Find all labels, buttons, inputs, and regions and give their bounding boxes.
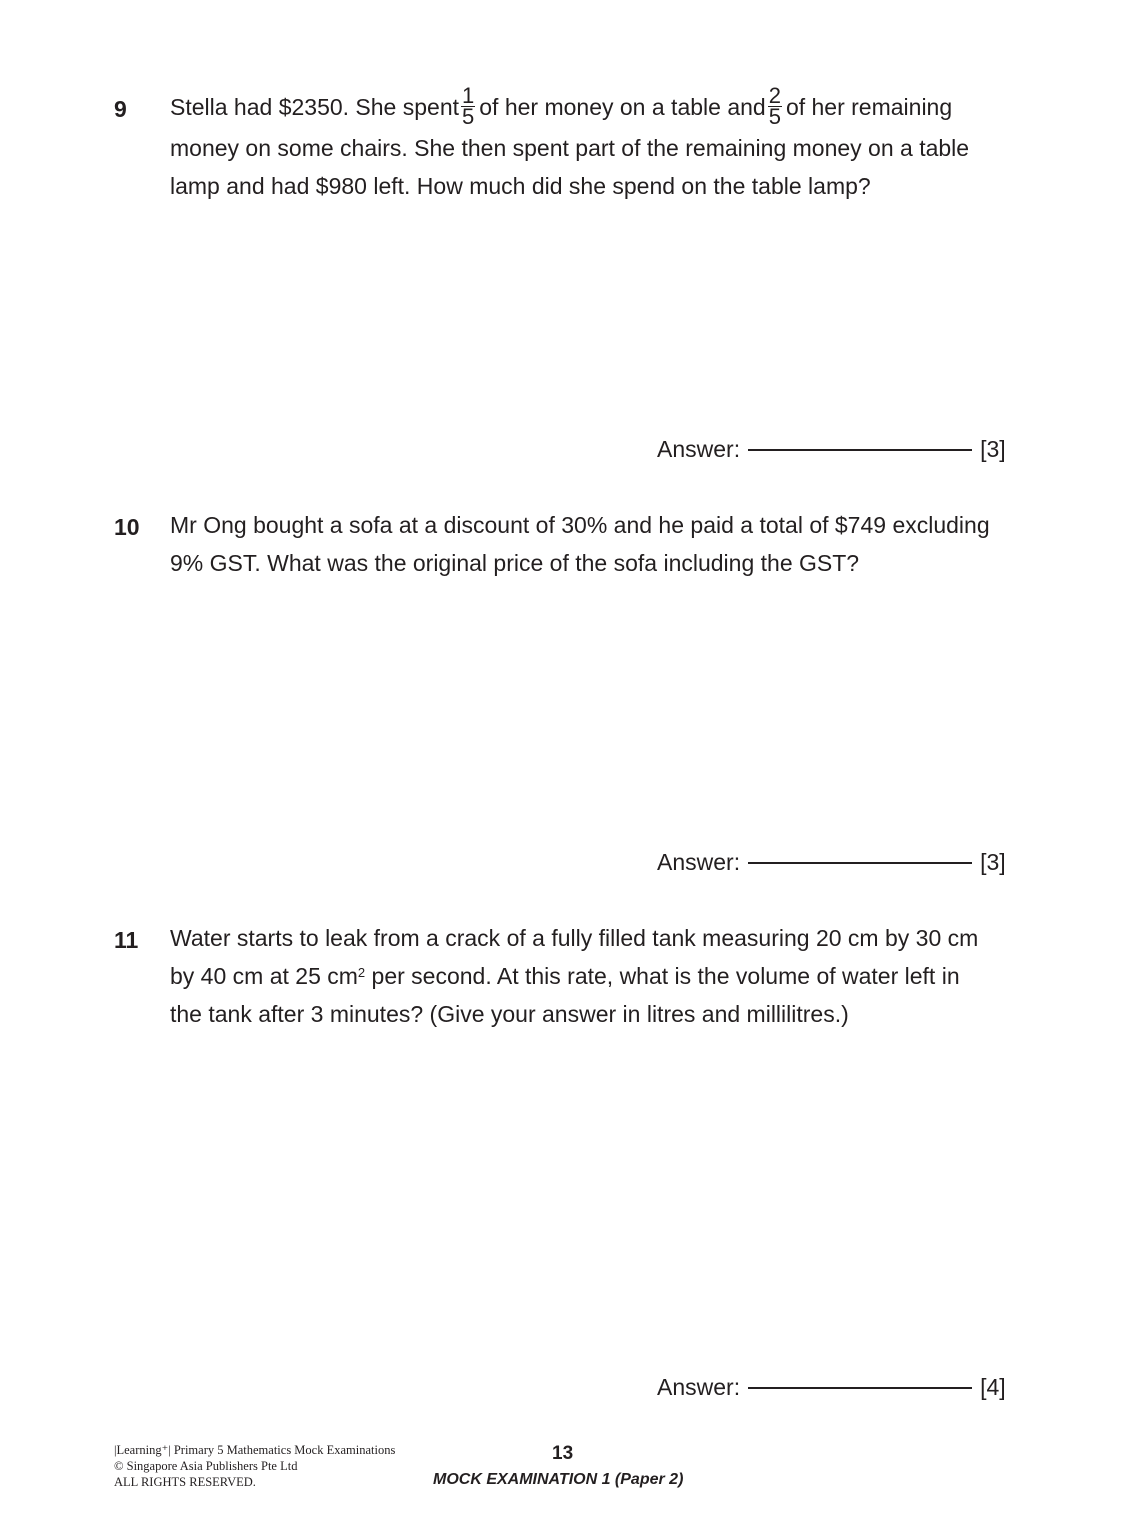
answer-label: Answer: — [657, 849, 741, 875]
marks: [3] — [980, 436, 1006, 462]
question-number: 10 — [114, 514, 140, 540]
answer-line-10 — [657, 849, 1006, 876]
answer-blank[interactable] — [748, 862, 972, 864]
question-line: lamp and had $980 left. How much did she spend on the table lamp? — [170, 173, 871, 200]
question-line: by 40 cm at 25 $cm^2$ per second. At this rate, what is the volume of water left in — [170, 963, 960, 989]
answer-line-9 — [657, 436, 1006, 463]
fraction-two-fifths: $\frac{2}{5}$ — [768, 83, 781, 130]
page-number: 13 — [552, 1443, 574, 1464]
question-line: 9% GST. What was the original price of the sofa including the GST? — [170, 550, 860, 576]
question-line: the tank after 3 minutes? (Give your answer in litres and millilitres.) — [170, 1001, 849, 1027]
question-line: Water starts to leak from a crack of a fully filled tank measuring 20 cm by 30 cm — [170, 925, 979, 951]
footer-rights: ALL RIGHTS RESERVED. — [114, 1475, 256, 1489]
answer-blank[interactable] — [748, 449, 972, 451]
answer-label: Answer: — [657, 1374, 741, 1400]
question-text — [170, 919, 1015, 1033]
question-number: 9 — [114, 96, 127, 122]
exam-title: MOCK EXAMINATION 1 (Paper 2) — [433, 1471, 684, 1488]
question-text — [170, 506, 1015, 582]
footer-publisher-info — [114, 1442, 395, 1490]
question-number: 11 — [114, 927, 139, 953]
answer-blank[interactable] — [748, 1387, 972, 1389]
marks: [3] — [980, 849, 1006, 875]
footer-series: |Learning⁺| Primary 5 Mathematics Mock Examinations — [114, 1443, 396, 1457]
answer-label: Answer: — [657, 436, 741, 462]
marks: [4] — [980, 1374, 1006, 1400]
answer-line-11 — [657, 1374, 1006, 1401]
question-text — [170, 83, 1015, 205]
footer-copyright: © Singapore Asia Publishers Pte Ltd — [114, 1459, 298, 1473]
question-line: Stella had $2350. She spent $\frac{1}{5}$ of her money on a table and $\frac{2}{5}$ of her remaining — [170, 83, 953, 130]
fraction-one-fifth: $\frac{1}{5}$ — [462, 83, 475, 130]
question-line: Mr Ong bought a sofa at a discount of 30% and he paid a total of $749 excluding — [170, 512, 990, 538]
question-line: money on some chairs. She then spent part of the remaining money on a table — [170, 135, 970, 162]
